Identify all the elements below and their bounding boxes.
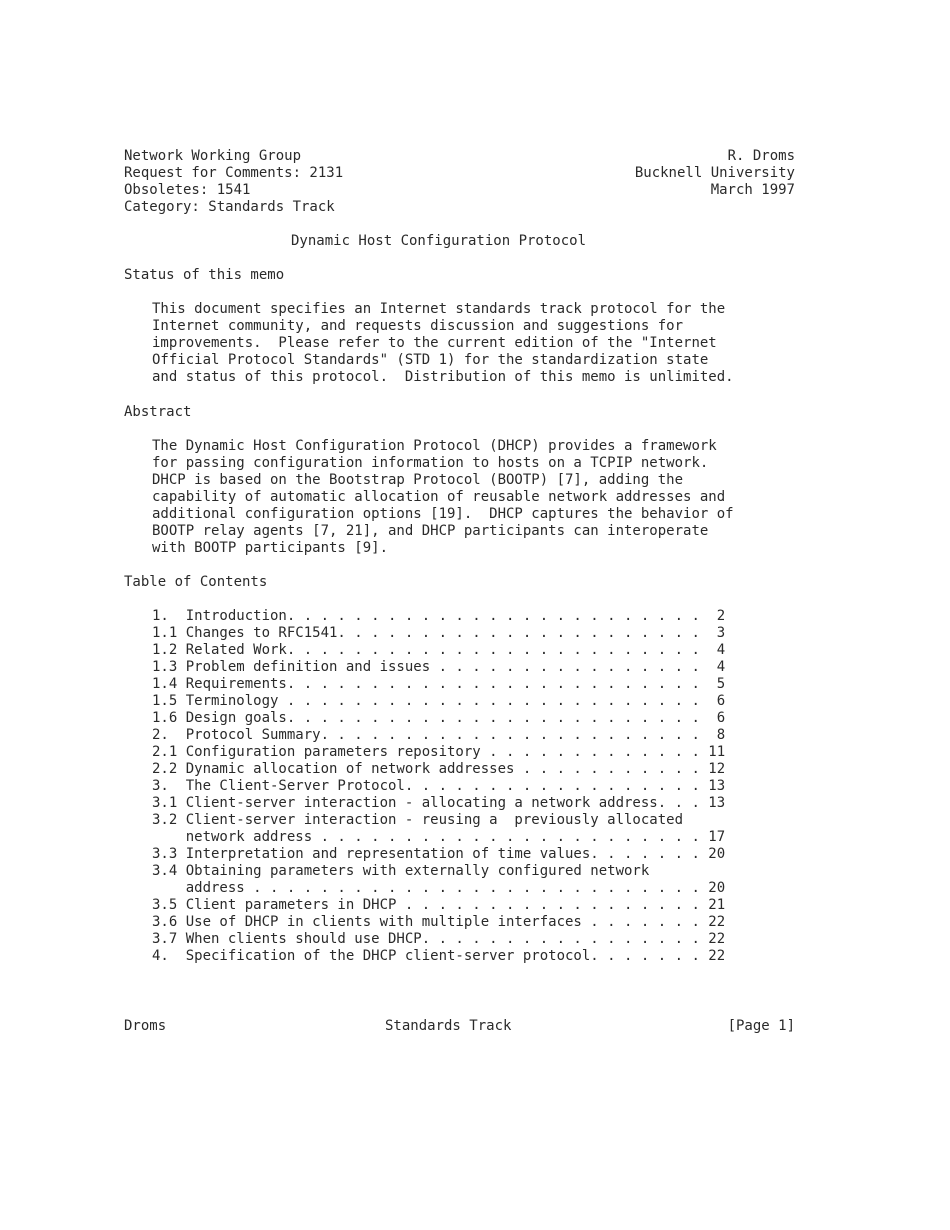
abstract-line: for passing configuration information to hosts on a TCPIP network. [152,455,709,471]
toc-entry-continuation[interactable]: address . . . . . . . . . . . . . . . . . . . . . . . . . . . 20 [152,880,726,896]
abstract-line: The Dynamic Host Configuration Protocol (DHCP) provides a framework [152,438,717,454]
header-right-line: R. Droms [727,148,795,164]
header-right-line: Bucknell University [634,165,795,181]
toc-entry[interactable]: 3.2 Client-server interaction - reusing a previously allocated [152,812,684,828]
document-title: Dynamic Host Configuration Protocol [291,233,587,249]
toc-entry[interactable]: 2. Protocol Summary. . . . . . . . . . . . . . . . . . . . . . . 8 [152,727,726,743]
status-line: Internet community, and requests discussion and suggestions for [152,318,684,334]
footer-author: Droms [124,1018,167,1034]
toc-entry[interactable]: 3.5 Client parameters in DHCP . . . . . . . . . . . . . . . . . . 21 [152,897,726,913]
status-line: improvements. Please refer to the current edition of the "Internet [152,335,717,351]
toc-entry-continuation[interactable]: network address . . . . . . . . . . . . . . . . . . . . . . . 17 [152,829,726,845]
footer-category: Standards Track [385,1018,512,1034]
toc-entry[interactable]: 1.1 Changes to RFC1541. . . . . . . . . . . . . . . . . . . . . . 3 [152,625,726,641]
toc-entry[interactable]: 1.5 Terminology . . . . . . . . . . . . . . . . . . . . . . . . . 6 [152,693,726,709]
toc-entry[interactable]: 3.7 When clients should use DHCP. . . . . . . . . . . . . . . . . 22 [152,931,726,947]
toc-entry[interactable]: 1.6 Design goals. . . . . . . . . . . . . . . . . . . . . . . . . 6 [152,710,726,726]
abstract-line: DHCP is based on the Bootstrap Protocol (BOOTP) [7], adding the [152,472,684,488]
section-heading-status: Status of this memo [124,267,285,283]
abstract-line: BOOTP relay agents [7, 21], and DHCP participants can interoperate [152,523,709,539]
toc-entry[interactable]: 1. Introduction. . . . . . . . . . . . . . . . . . . . . . . . . 2 [152,608,726,624]
header-left-line: Obsoletes: 1541 [124,182,251,198]
abstract-line: with BOOTP participants [9]. [152,540,389,556]
status-line: Official Protocol Standards" (STD 1) for the standardization state [152,352,709,368]
header-right-line: March 1997 [710,182,795,198]
section-heading-toc: Table of Contents [124,574,268,590]
toc-entry[interactable]: 2.2 Dynamic allocation of network addresses . . . . . . . . . . . 12 [152,761,726,777]
toc-entry[interactable]: 4. Specification of the DHCP client-server protocol. . . . . . . 22 [152,948,726,964]
toc-entry[interactable]: 3.1 Client-server interaction - allocating a network address. . . 13 [152,795,726,811]
toc-entry[interactable]: 1.3 Problem definition and issues . . . . . . . . . . . . . . . . 4 [152,659,726,675]
header-left-line: Category: Standards Track [124,199,335,215]
status-line: This document specifies an Internet standards track protocol for the [152,301,726,317]
status-line: and status of this protocol. Distribution of this memo is unlimited. [152,369,734,385]
section-heading-abstract: Abstract [124,404,192,420]
toc-entry[interactable]: 2.1 Configuration parameters repository . . . . . . . . . . . . . 11 [152,744,726,760]
toc-entry[interactable]: 1.2 Related Work. . . . . . . . . . . . . . . . . . . . . . . . . 4 [152,642,726,658]
header-left-line: Network Working Group [124,148,302,164]
header-left-line: Request for Comments: 2131 [124,165,344,181]
toc-entry[interactable]: 3.3 Interpretation and representation of time values. . . . . . . 20 [152,846,726,862]
abstract-line: capability of automatic allocation of reusable network addresses and [152,489,726,505]
toc-entry[interactable]: 3. The Client-Server Protocol. . . . . . . . . . . . . . . . . . 13 [152,778,726,794]
toc-entry[interactable]: 3.4 Obtaining parameters with externally configured network [152,863,650,879]
footer-page-number: [Page 1] [727,1018,795,1034]
abstract-line: additional configuration options [19]. DHCP captures the behavior of [152,506,734,522]
toc-entry[interactable]: 3.6 Use of DHCP in clients with multiple interfaces . . . . . . . 22 [152,914,726,930]
toc-entry[interactable]: 1.4 Requirements. . . . . . . . . . . . . . . . . . . . . . . . . 5 [152,676,726,692]
